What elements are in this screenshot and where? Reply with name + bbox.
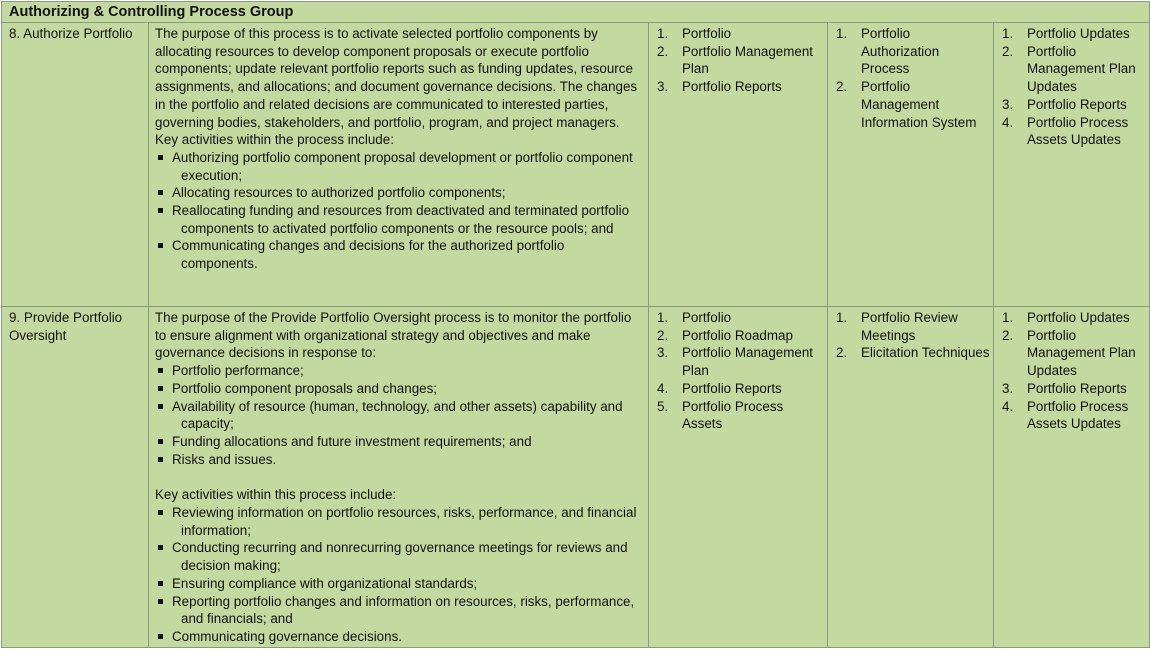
list-item: 3. Portfolio Reports [1002, 96, 1127, 112]
list-item: 4. Portfolio Reports [657, 380, 782, 396]
description-intro: The purpose of the Provide Portfolio Oversight process is to monitor the portfolio to ensure alignment with organizational strategy and objectives and make governance decisions in response to: [155, 310, 632, 361]
list-item: Reviewing information on portfolio resources, risks, performance, and financial information; [155, 504, 642, 539]
list-item: 2. Portfolio Management Plan [657, 43, 814, 77]
table-row [2, 307, 1150, 648]
list-item: 5. Portfolio Process Assets [657, 398, 784, 432]
outputs-cell [994, 23, 1150, 307]
inputs-cell [649, 307, 828, 648]
list-item: 4. Portfolio Process Assets Updates [1002, 114, 1129, 148]
list-item: Ensuring compliance with organizational standards; [155, 575, 642, 593]
list-item: Reporting portfolio changes and information on resources, risks, performance, and financials; and [155, 593, 642, 628]
list-item: 2. Elicitation Techniques [836, 345, 990, 361]
table-row [2, 23, 1150, 307]
description-activities-intro: Key activities within this process include: [155, 487, 397, 503]
outputs-cell [994, 307, 1150, 648]
outputs-list [1001, 309, 1147, 433]
list-item: 4. Portfolio Process Assets Updates [1002, 398, 1129, 432]
inputs-list [656, 25, 825, 96]
list-item: Funding allocations and future investment requirements; and [155, 433, 642, 451]
list-item: Portfolio performance; [155, 362, 642, 380]
list-item: 3. Portfolio Reports [1002, 380, 1127, 396]
list-item: 2. Portfolio Management Information System [836, 79, 977, 130]
list-item: Availability of resource (human, technology, and other assets) capability and capacity; [155, 398, 642, 433]
list-item: Reallocating funding and resources from deactivated and terminated portfolio components to activated portfolio components or the resource pools; and [155, 202, 642, 237]
tools-list [835, 309, 991, 362]
list-item: 1. Portfolio [657, 310, 732, 325]
process-description [149, 23, 649, 307]
process-name: 8. Authorize Portfolio [2, 23, 149, 307]
tools-cell [828, 23, 994, 307]
list-item: 1. Portfolio Updates [1002, 310, 1130, 325]
list-item: Communicating changes and decisions for the authorized portfolio components. [155, 237, 642, 272]
group-title: Authorizing & Controlling Process Group [2, 2, 1150, 23]
process-group-table [1, 1, 1150, 648]
activity-list [155, 504, 642, 646]
list-item: 3. Portfolio Management Plan [657, 345, 814, 379]
list-item: 1. Portfolio Updates [1002, 26, 1130, 41]
list-item: Risks and issues. [155, 451, 642, 469]
list-item: 3. Portfolio Reports [657, 79, 782, 95]
list-item: Authorizing portfolio component proposal development or portfolio component execution; [155, 149, 642, 184]
inputs-cell [649, 23, 828, 307]
list-item: Communicating governance decisions. [155, 628, 642, 646]
list-item: 2. Portfolio Management Plan Updates [1002, 43, 1136, 95]
list-item: Portfolio component proposals and changes; [155, 380, 642, 398]
decision-drivers-list [155, 362, 642, 468]
inputs-list [656, 309, 825, 433]
list-item: 1. Portfolio Authorization Process [836, 26, 940, 77]
list-item: Conducting recurring and nonrecurring governance meetings for reviews and decision making; [155, 539, 642, 574]
list-item: Allocating resources to authorized portfolio components; [155, 184, 642, 202]
process-name: 9. Provide Portfolio Oversight [2, 307, 149, 648]
list-item: 1. Portfolio [657, 26, 732, 41]
list-item: 2. Portfolio Roadmap [657, 327, 793, 343]
tools-list [835, 25, 991, 131]
tools-cell [828, 307, 994, 648]
description-intro: The purpose of this process is to activate selected portfolio components by allocating resources to develop component proposals or execute portfolio components; update relevant portfolio reports such as funding updates, resource assignments, and allocations; and document governance decisions. The changes in the portfolio and related decisions are communicated to interested parties, governing bodies, stakeholders, and portfolio, program, and project managers. Key activities within the process include: [155, 26, 638, 148]
process-description [149, 307, 649, 648]
list-item: 2. Portfolio Management Plan Updates [1002, 327, 1136, 379]
list-item: 1. Portfolio Review Meetings [836, 310, 958, 343]
outputs-list [1001, 25, 1147, 149]
activity-list [155, 149, 642, 273]
